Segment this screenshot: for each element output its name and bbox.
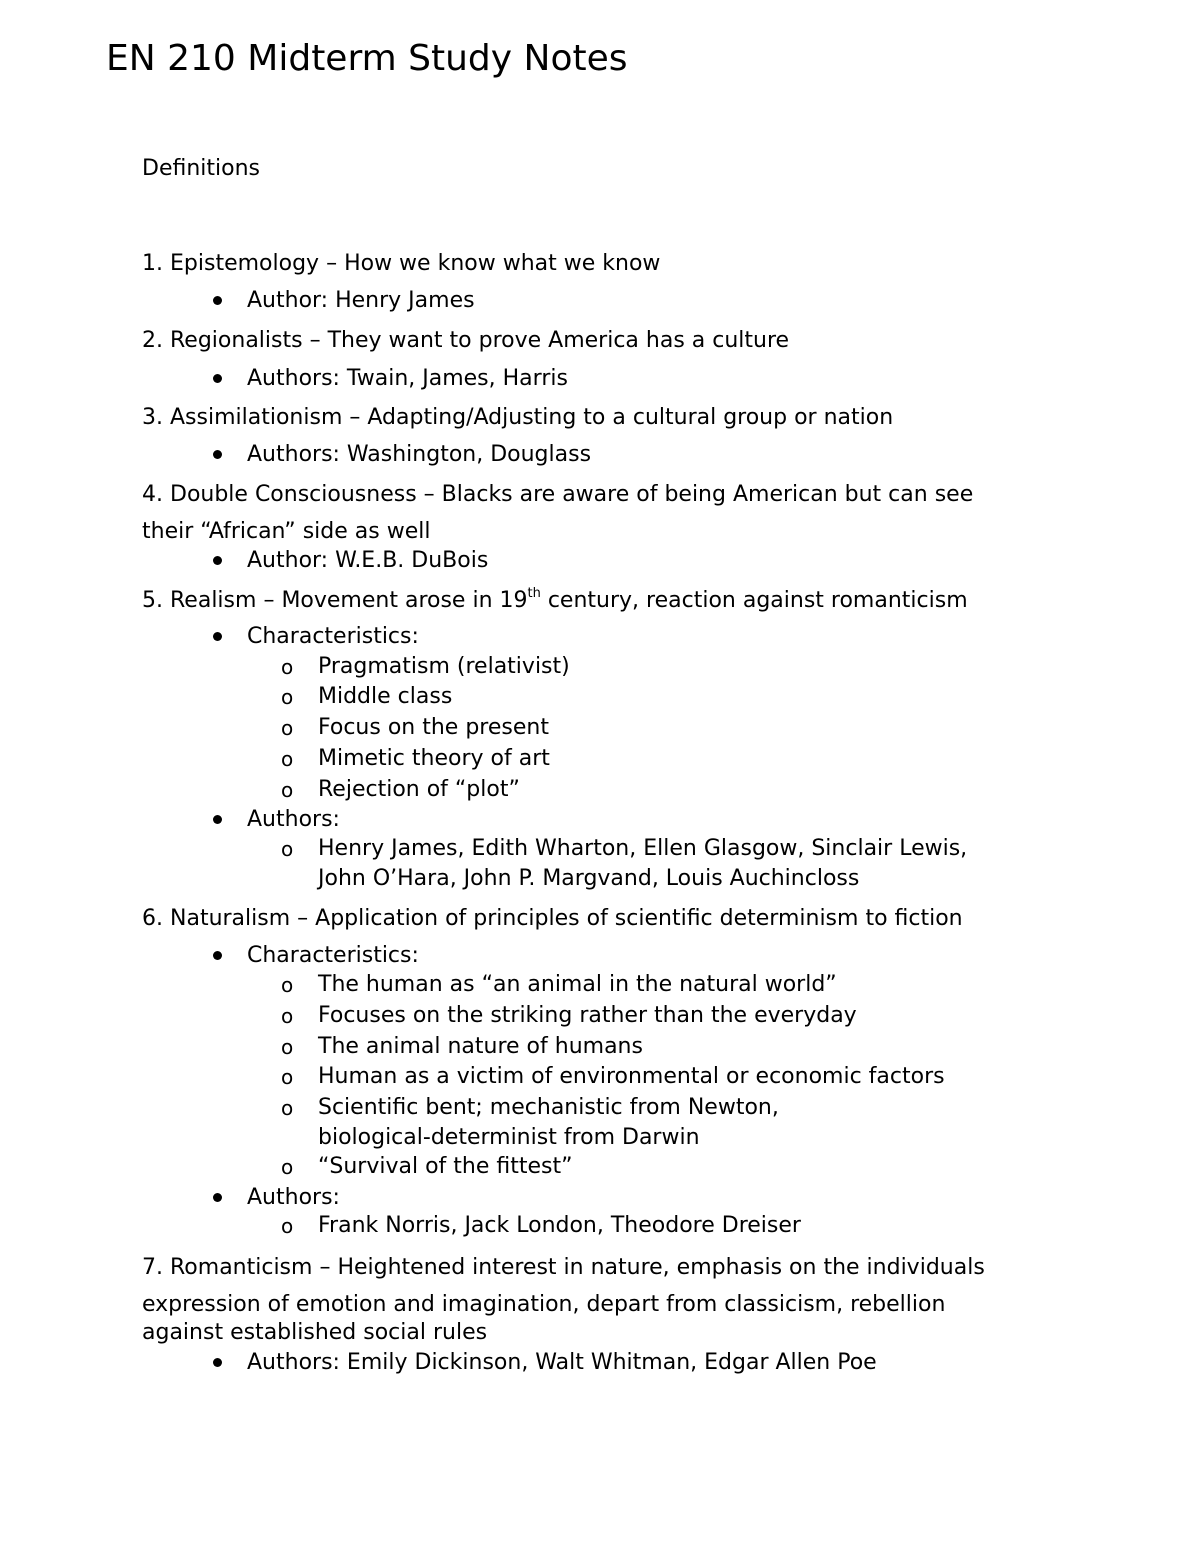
definition-item-4: 4. Double Consciousness – Blacks are aware of being American but can see [142,482,974,507]
sub-bullet-continuation: biological-determinist from Darwin [318,1125,700,1150]
bullet-item: Authors: Twain, James, Harris [247,366,568,391]
document-title: EN 210 Midterm Study Notes [106,38,628,79]
definition-item-7: 7. Romanticism – Heightened interest in nature, emphasis on the individuals [142,1255,985,1280]
sub-bullet-item: Frank Norris, Jack London, Theodore Dreiser [318,1213,801,1238]
definition-continuation: against established social rules [142,1320,488,1345]
characteristics-label: Characteristics: [247,624,419,649]
authors-label: Authors: [247,1185,340,1210]
sub-bullet-item: Focus on the present [318,715,549,740]
hollow-bullet-icon: o [281,1214,294,1238]
bullet-item: Author: Henry James [247,288,475,313]
sub-bullet-item: Focuses on the striking rather than the everyday [318,1003,857,1028]
sub-bullet-item: Scientific bent; mechanistic from Newton, [318,1095,779,1120]
section-heading: Definitions [142,156,260,181]
definition-item-6: 6. Naturalism – Application of principles of scientific determinism to fiction [142,906,963,931]
sub-bullet-continuation: John O’Hara, John P. Margvand, Louis Auchincloss [318,866,860,891]
sub-bullet-item: Middle class [318,684,453,709]
sub-bullet-item: Human as a victim of environmental or economic factors [318,1064,945,1089]
authors-label: Authors: [247,807,340,832]
bullet-dot-icon [213,632,222,641]
definition-continuation: their “African” side as well [142,519,431,544]
bullet-dot-icon [213,1193,222,1202]
bullet-item: Author: W.E.B. DuBois [247,548,489,573]
sub-bullet-item: Pragmatism (relativist) [318,654,570,679]
definition-item-5: 5. Realism – Movement arose in 19th century, reaction against romanticism [142,585,968,613]
bullet-dot-icon [213,556,222,565]
sub-bullet-item: Henry James, Edith Wharton, Ellen Glasgow, Sinclair Lewis, [318,836,968,861]
hollow-bullet-icon: o [281,973,294,997]
bullet-dot-icon [213,374,222,383]
sub-bullet-item: Mimetic theory of art [318,746,550,771]
hollow-bullet-icon: o [281,685,294,709]
hollow-bullet-icon: o [281,716,294,740]
hollow-bullet-icon: o [281,837,294,861]
sub-bullet-item: Rejection of “plot” [318,777,520,802]
definition-item-3: 3. Assimilationism – Adapting/Adjusting to a cultural group or nation [142,405,894,430]
hollow-bullet-icon: o [281,747,294,771]
hollow-bullet-icon: o [281,1155,294,1179]
definition-item-1: 1. Epistemology – How we know what we know [142,251,661,276]
definition-continuation: expression of emotion and imagination, depart from classicism, rebellion [142,1292,946,1317]
hollow-bullet-icon: o [281,655,294,679]
hollow-bullet-icon: o [281,1004,294,1028]
characteristics-label: Characteristics: [247,943,419,968]
hollow-bullet-icon: o [281,1035,294,1059]
bullet-dot-icon [213,951,222,960]
bullet-dot-icon [213,815,222,824]
sub-bullet-item: The human as “an animal in the natural world” [318,972,837,997]
hollow-bullet-icon: o [281,1096,294,1120]
bullet-dot-icon [213,1358,222,1367]
hollow-bullet-icon: o [281,1065,294,1089]
sub-bullet-item: The animal nature of humans [318,1034,643,1059]
sub-bullet-item: “Survival of the fittest” [318,1154,573,1179]
bullet-item: Authors: Washington, Douglass [247,442,592,467]
hollow-bullet-icon: o [281,778,294,802]
bullet-item: Authors: Emily Dickinson, Walt Whitman, Edgar Allen Poe [247,1350,877,1375]
definition-item-2: 2. Regionalists – They want to prove America has a culture [142,328,790,353]
bullet-dot-icon [213,296,222,305]
bullet-dot-icon [213,450,222,459]
